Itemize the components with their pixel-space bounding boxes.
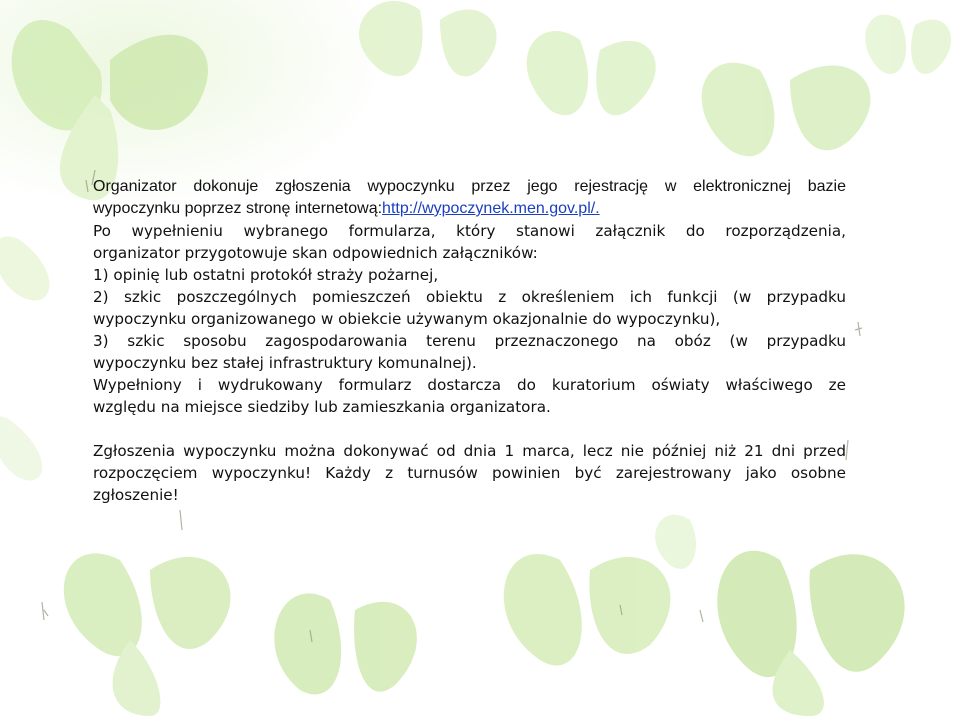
list-item-2-line-1: 2) szkic poszczególnych pomieszczeń obiektu z określeniem ich funkcji (w przypadku bbox=[93, 288, 846, 306]
butterfly-icon bbox=[655, 515, 696, 569]
paragraph-4-line-2: rozpoczęciem wypoczynku! Każdy z turnusów powinien być zarejestrowany jako osobne bbox=[93, 464, 846, 482]
butterfly-icon bbox=[527, 31, 656, 115]
butterfly-icon bbox=[865, 15, 951, 74]
paragraph-1-line-2 bbox=[93, 198, 846, 220]
paragraph-3-line-2: względu na miejsce siedziby lub zamieszkania organizatora. bbox=[93, 398, 551, 416]
paragraph-2-line-1: Po wypełnieniu wybranego formularza, który stanowi załącznik do rozporządzenia, bbox=[93, 222, 846, 240]
butterfly-icon bbox=[274, 593, 417, 694]
paragraph-4-line-1: Zgłoszenia wypoczynku można dokonywać od dnia 1 marca, lecz nie później niż 21 dni przed bbox=[93, 442, 846, 460]
list-item-1: 1) opinię lub ostatni protokół straży pożarnej, bbox=[93, 266, 439, 284]
butterfly-icon bbox=[0, 416, 42, 480]
butterfly-icon bbox=[504, 554, 671, 666]
paragraph-4-line-3: zgłoszenie! bbox=[93, 486, 179, 504]
butterfly-icon bbox=[0, 236, 49, 300]
paragraph-1-line-1: Organizator dokonuje zgłoszenia wypoczynku przez jego rejestrację w elektronicznej bazie bbox=[93, 178, 846, 195]
paragraph-2-line-2: organizator przygotowuje skan odpowiednich załączników: bbox=[93, 244, 538, 262]
list-item-3-line-2: wypoczynku bez stałej infrastruktury komunalnej). bbox=[93, 354, 477, 372]
paragraph-spacer bbox=[93, 418, 846, 440]
paragraph-1-line-2-text: wypoczynku poprzez stronę internetową: bbox=[93, 200, 383, 217]
butterfly-icon bbox=[359, 1, 497, 77]
registration-link[interactable]: http://wypoczynek.men.gov.pl/. bbox=[382, 200, 600, 217]
list-item-2-line-2: wypoczynku organizowanego w obiekcie używanym okazjonalnie do wypoczynku), bbox=[93, 310, 721, 328]
butterfly-icon bbox=[717, 551, 904, 716]
butterfly-icon bbox=[702, 63, 871, 157]
paragraph-3-line-1: Wypełniony i wydrukowany formularz dostarcza do kuratorium oświaty właściwego ze bbox=[93, 376, 846, 394]
document-body bbox=[93, 176, 846, 506]
butterfly-icon bbox=[64, 553, 231, 716]
list-item-3-line-1: 3) szkic sposobu zagospodarowania terenu przeznaczonego na obóz (w przypadku bbox=[93, 332, 846, 350]
